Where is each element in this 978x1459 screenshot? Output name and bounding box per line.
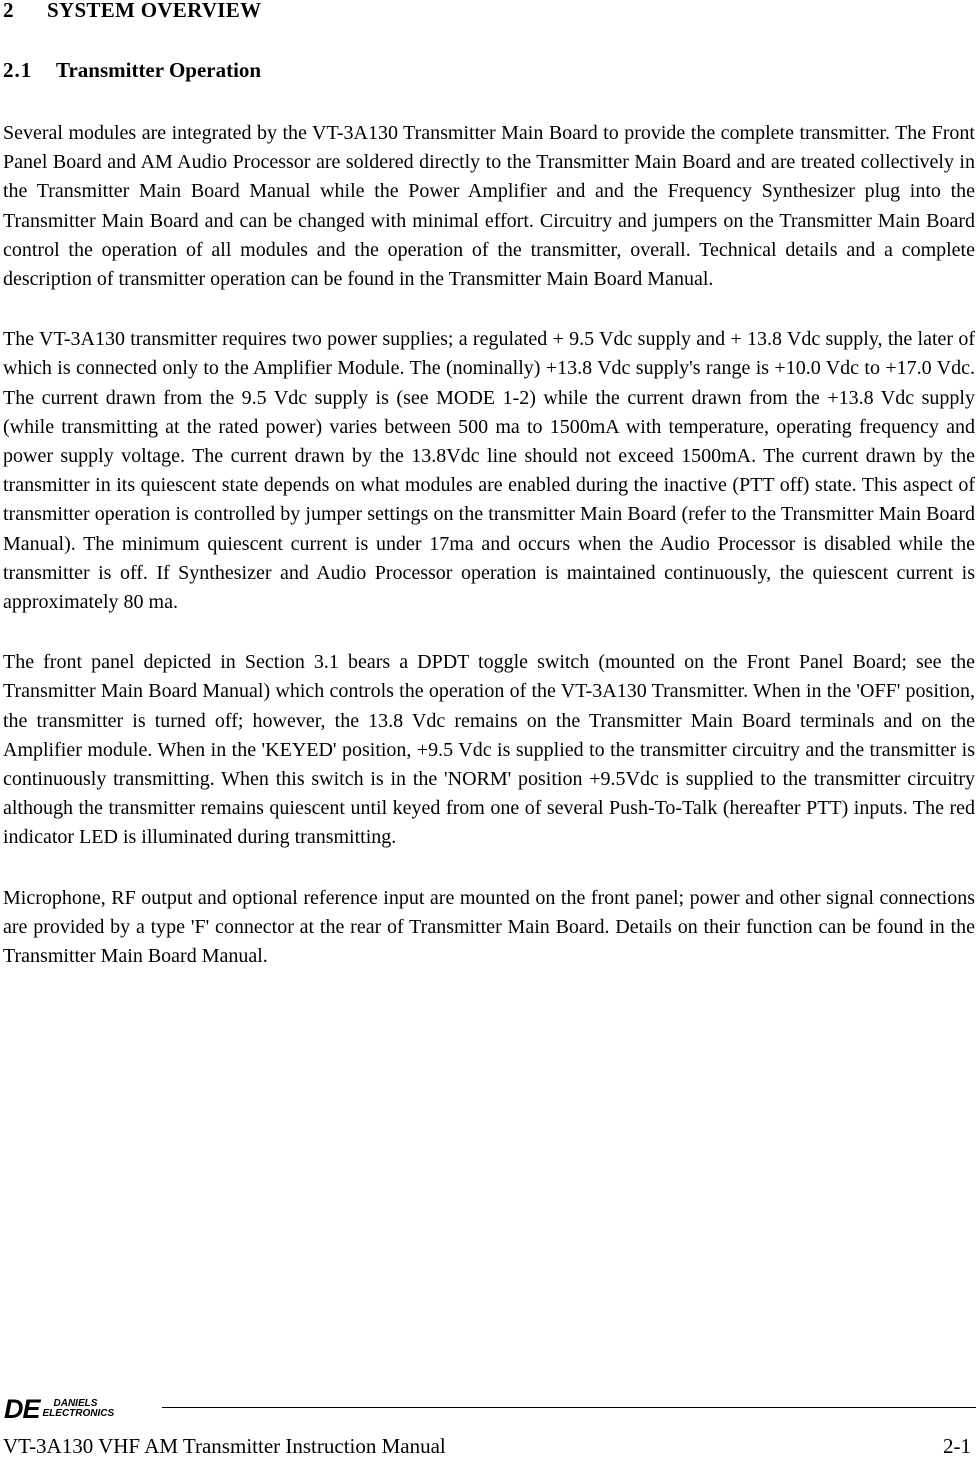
logo-line-daniels: DANIELS <box>53 1398 98 1409</box>
daniels-electronics-logo <box>4 1394 114 1424</box>
logo-mark: DE <box>4 1394 40 1424</box>
section-title: SYSTEM OVERVIEW <box>47 0 262 22</box>
section-number: 2 <box>3 0 14 22</box>
paragraph-front-panel-switch: The front panel depicted in Section 3.1 bears a DPDT toggle switch (mounted on the Front Panel Board; see the Transmitter Main Board Manual) which controls the operation of the VT-3A130 Transmitter. When in the 'OFF' position, the transmitter is turned off; however, the 13.8 Vdc remains on the Transmitter Main Board terminals and on the Amplifier module. When in the 'KEYED' position, +9.5 Vdc is supplied to the transmitter circuitry and the transmitter is continuously transmitting. When this switch is in the 'NORM' position +9.5Vdc is supplied to the transmitter circuitry although the transmitter remains quiescent until keyed from one of several Push-To-Talk (hereafter PTT) inputs. The red indicator LED is illuminated during transmitting. <box>3 651 975 849</box>
logo-line-electronics: ELECTRONICS <box>42 1408 115 1419</box>
paragraph-power-supplies: The VT-3A130 transmitter requires two power supplies; a regulated + 9.5 Vdc supply and + 13.8 Vdc supply, the later of which is connected only to the Amplifier Module. The (nominally) +13.8 Vdc supply's range is +10.0 Vdc to +17.0 Vdc. The current drawn from the 9.5 Vdc supply is (see MODE 1-2) while the current drawn from the +13.8 Vdc supply (while transmitting at the rated power) varies between 500 ma to 1500mA with temperature, operating frequency and power supply voltage. The current drawn by the 13.8Vdc line should not exceed 1500mA. The current drawn by the transmitter in its quiescent state depends on what modules are enabled during the inactive (PTT off) state. This aspect of transmitter operation is controlled by jumper settings on the transmitter Main Board (refer to the Transmitter Main Board Manual). The minimum quiescent current is under 17ma and occurs when the Audio Processor is disabled while the transmitter is off. If Synthesizer and Audio Processor operation is maintained continuously, the quiescent current is approximately 80 ma. <box>3 328 975 614</box>
body-text <box>3 119 975 1002</box>
section-heading <box>3 0 261 23</box>
subsection-number: 2.1 <box>3 58 33 82</box>
logo-wordmark <box>43 1399 115 1419</box>
paragraph-modules: Several modules are integrated by the VT-3A130 Transmitter Main Board to provide the complete transmitter. The Front Panel Board and AM Audio Processor are soldered directly to the Transmitter Main Board and are treated collectively in the Transmitter Main Board Manual while the Power Amplifier and and the Frequency Synthesizer plug into the Transmitter Main Board and can be changed with minimal effort. Circuitry and jumpers on the Transmitter Main Board control the operation of all modules and the operation of the transmitter, overall. Technical details and a complete description of transmitter operation can be found in the Transmitter Main Board Manual. <box>3 122 975 291</box>
footer-page-number: 2-1 <box>943 1434 971 1458</box>
subsection-title: Transmitter Operation <box>56 58 262 82</box>
paragraph-connections: Microphone, RF output and optional reference input are mounted on the front panel; power and other signal connections are provided by a type 'F' connector at the rear of Transmitter Main Board. Details on their function can be found in the Transmitter Main Board Manual. <box>3 886 975 968</box>
footer-rule <box>162 1407 976 1408</box>
subsection-heading <box>3 58 261 83</box>
footer-manual-title: VT-3A130 VHF AM Transmitter Instruction Manual <box>3 1434 446 1458</box>
